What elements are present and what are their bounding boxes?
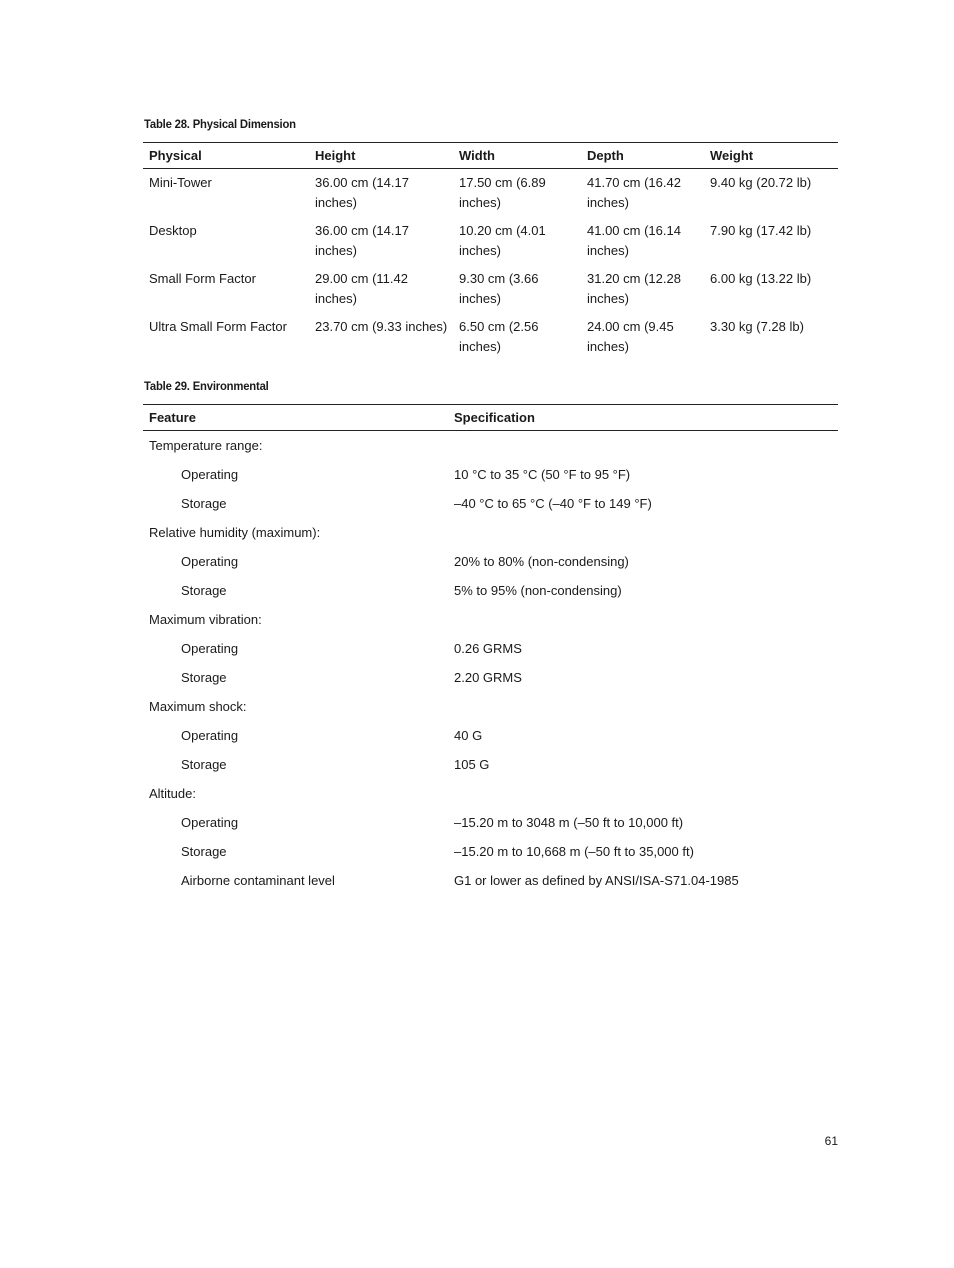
table-section-row xyxy=(143,518,838,547)
feature-cell: Altitude: xyxy=(149,786,196,801)
table-row xyxy=(143,217,838,265)
table-section-row xyxy=(143,779,838,808)
table-section-row xyxy=(143,605,838,634)
column-header: Feature xyxy=(143,405,448,431)
table-header-row xyxy=(143,405,838,431)
specification-cell xyxy=(448,518,838,547)
specification-cell: 20% to 80% (non-condensing) xyxy=(454,554,629,569)
table-29-caption: Table 29. Environmental xyxy=(144,379,269,393)
table-cell: Small Form Factor xyxy=(149,271,256,286)
table-section-row xyxy=(143,431,838,461)
table-cell: 41.70 cm (16.42 inches) xyxy=(587,175,681,210)
specification-cell: –15.20 m to 10,668 m (–50 ft to 35,000 ft) xyxy=(454,844,694,859)
table-row xyxy=(143,866,838,895)
table-row xyxy=(143,265,838,313)
physical-dimension-table xyxy=(143,142,838,361)
table-header-row xyxy=(143,143,838,169)
feature-cell: Relative humidity (maximum): xyxy=(149,525,321,540)
environmental-table xyxy=(143,404,838,895)
table-row xyxy=(143,547,838,576)
specification-cell: 5% to 95% (non-condensing) xyxy=(454,583,622,598)
feature-cell: Storage xyxy=(181,670,227,685)
specification-cell: G1 or lower as defined by ANSI/ISA-S71.04-1985 xyxy=(454,873,739,888)
table-cell: 29.00 cm (11.42 inches) xyxy=(315,271,408,306)
column-header: Weight xyxy=(704,143,838,169)
feature-cell: Maximum vibration: xyxy=(149,612,262,627)
table-cell: 41.00 cm (16.14 inches) xyxy=(587,223,681,258)
specification-cell: 10 °C to 35 °C (50 °F to 95 °F) xyxy=(454,467,631,482)
feature-cell: Operating xyxy=(181,641,239,656)
table-cell: 3.30 kg (7.28 lb) xyxy=(710,319,804,334)
column-header: Depth xyxy=(581,143,704,169)
specification-cell: –15.20 m to 3048 m (–50 ft to 10,000 ft) xyxy=(454,815,684,830)
feature-cell: Temperature range: xyxy=(149,438,263,453)
specification-cell: –40 °C to 65 °C (–40 °F to 149 °F) xyxy=(454,496,652,511)
table-row xyxy=(143,808,838,837)
table-cell: 9.40 kg (20.72 lb) xyxy=(710,175,812,190)
table-cell: 36.00 cm (14.17 inches) xyxy=(315,175,409,210)
table-row xyxy=(143,837,838,866)
feature-cell: Airborne contaminant level xyxy=(181,873,335,888)
feature-cell: Operating xyxy=(181,815,239,830)
feature-cell: Operating xyxy=(181,554,239,569)
specification-cell xyxy=(448,431,838,461)
table-cell: 36.00 cm (14.17 inches) xyxy=(315,223,409,258)
table-cell: 6.00 kg (13.22 lb) xyxy=(710,271,812,286)
table-cell: 23.70 cm (9.33 inches) xyxy=(315,319,448,334)
table-row xyxy=(143,576,838,605)
specification-cell: 105 G xyxy=(454,757,490,772)
table-row xyxy=(143,663,838,692)
table-cell: Ultra Small Form Factor xyxy=(149,319,287,334)
column-header: Height xyxy=(309,143,453,169)
feature-cell: Maximum shock: xyxy=(149,699,247,714)
specification-cell: 40 G xyxy=(454,728,483,743)
table-28-caption: Table 28. Physical Dimension xyxy=(144,117,296,131)
column-header: Physical xyxy=(143,143,309,169)
table-cell: 31.20 cm (12.28 inches) xyxy=(587,271,681,306)
table-row xyxy=(143,313,838,361)
table-cell: Desktop xyxy=(149,223,197,238)
feature-cell: Storage xyxy=(181,844,227,859)
table-cell: Mini-Tower xyxy=(149,175,212,190)
specification-cell xyxy=(448,605,838,634)
table-row xyxy=(143,489,838,518)
feature-cell: Operating xyxy=(181,728,239,743)
table-row xyxy=(143,169,838,218)
feature-cell: Storage xyxy=(181,496,227,511)
table-cell: 24.00 cm (9.45 inches) xyxy=(587,319,674,354)
specification-cell xyxy=(448,779,838,808)
column-header: Specification xyxy=(448,405,838,431)
table-cell: 7.90 kg (17.42 lb) xyxy=(710,223,812,238)
table-cell: 9.30 cm (3.66 inches) xyxy=(459,271,539,306)
table-row xyxy=(143,634,838,663)
feature-cell: Operating xyxy=(181,467,239,482)
table-section-row xyxy=(143,692,838,721)
specification-cell xyxy=(448,692,838,721)
column-header: Width xyxy=(453,143,581,169)
table-cell: 6.50 cm (2.56 inches) xyxy=(459,319,539,354)
table-cell: 10.20 cm (4.01 inches) xyxy=(459,223,546,258)
table-row xyxy=(143,460,838,489)
specification-cell: 2.20 GRMS xyxy=(454,670,522,685)
feature-cell: Storage xyxy=(181,757,227,772)
table-cell: 17.50 cm (6.89 inches) xyxy=(459,175,546,210)
feature-cell: Storage xyxy=(181,583,227,598)
table-row xyxy=(143,750,838,779)
specification-cell: 0.26 GRMS xyxy=(454,641,522,656)
table-row xyxy=(143,721,838,750)
page-number: 61 xyxy=(824,1134,838,1148)
